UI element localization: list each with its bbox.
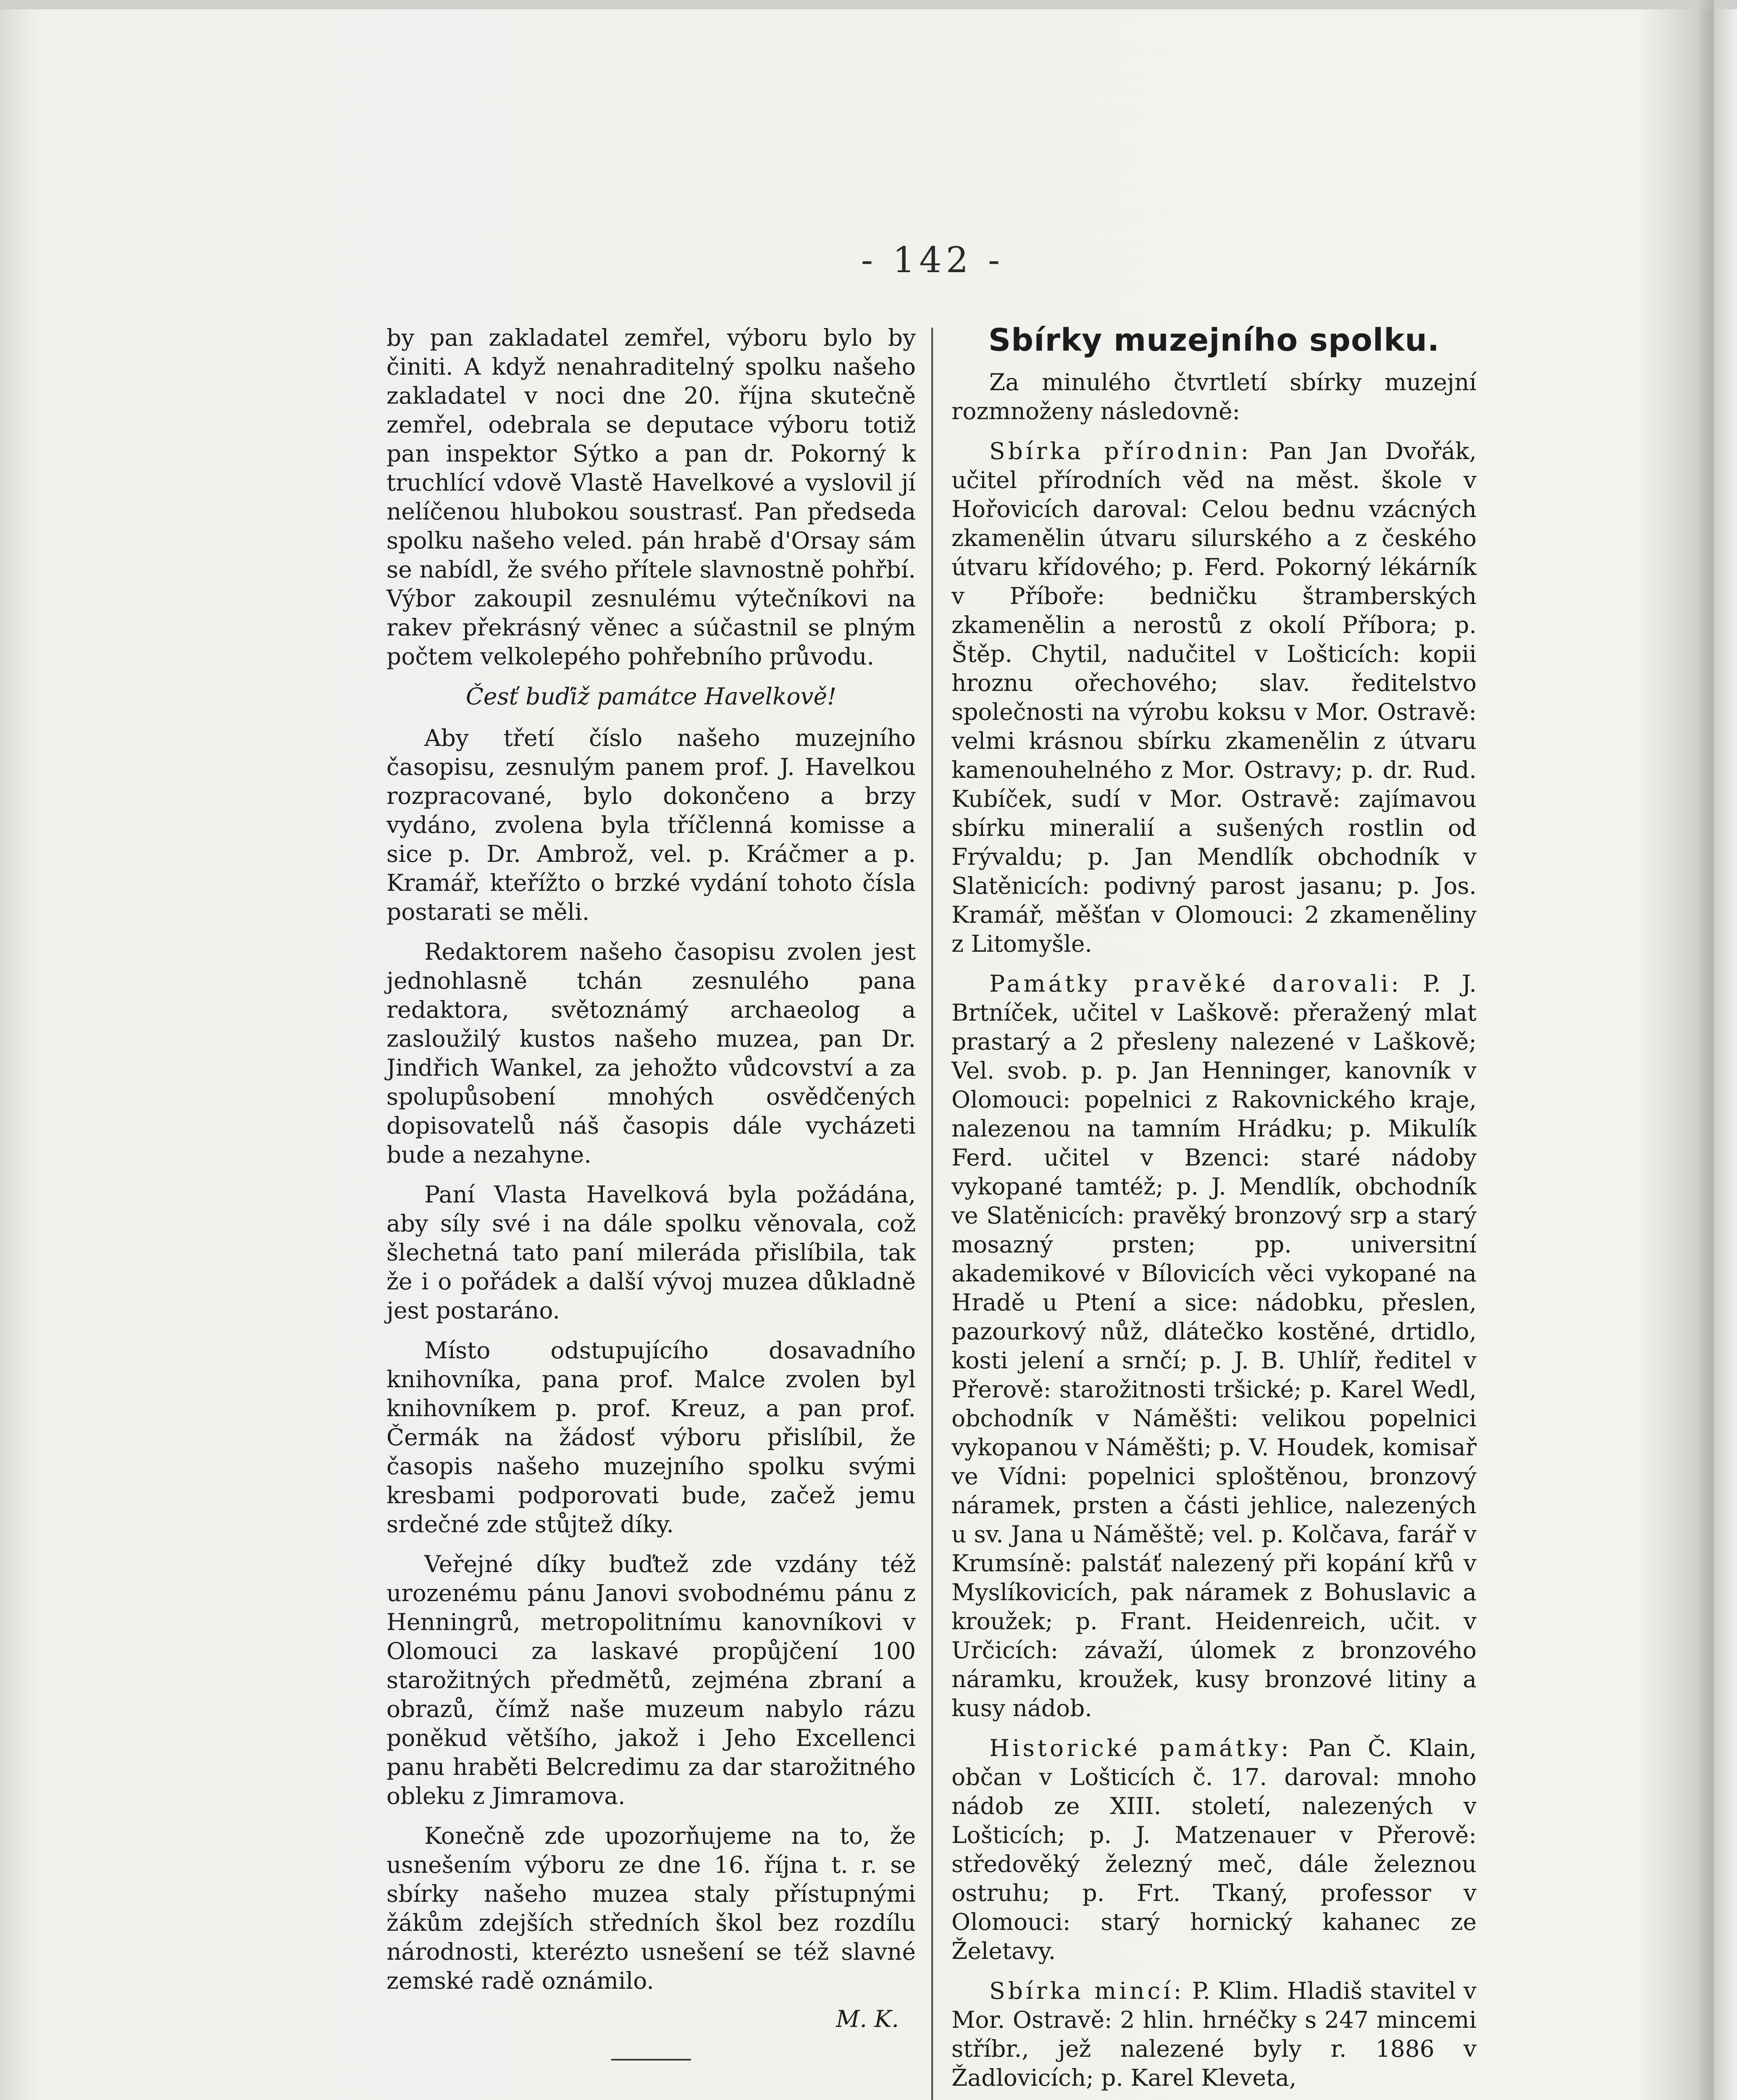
column-divider	[931, 328, 933, 2100]
memorial-line: Česť buďiž památce Havelkově!	[465, 683, 837, 710]
entry-heading: Historické památky:	[989, 1735, 1292, 1761]
right-column	[951, 319, 1477, 2100]
collection-entry	[951, 1977, 1477, 2092]
entry-heading: Památky pravěké darovali:	[989, 970, 1402, 997]
page-number: - 142 -	[861, 239, 1004, 281]
paragraph: Aby třetí číslo našeho muzejního časopisu, zesnulým panem prof. J. Havelkou rozpracované, bylo dokončeno a brzy vydáno, zvolena byla tříčlenná komisse a sice p. Dr. Ambrož, vel. p. Kráčmer a p. Kramář, kteřížto o brzké vydání tohoto čísla postarati se měli.	[386, 724, 916, 925]
collection-entry	[951, 1734, 1477, 1966]
left-column	[386, 323, 916, 2061]
entry-text: P. Klim. Hladiš stavitel v Mor. Ostravě: 2 hlin. hrnéčky s 247 mincemi stříbr., jež nalezené byly r. 1886 v Žadlovicích; p. Karel Kleveta,	[951, 1977, 1477, 2091]
entry-heading: Sbírka mincí:	[989, 1977, 1185, 2004]
entry-heading: Sbírka přírodnin:	[989, 438, 1252, 465]
paragraph: Místo odstupujícího dosavadního knihovníka, pana prof. Malce zvolen byl knihovníkem p. prof. Kreuz, a pan prof. Čermák na žádosť výboru přislíbil, že časopis našeho muzejního spolku svými kresbami podporovati bude, začež jemu srdečné zde stůjtež díky.	[386, 1337, 916, 1538]
paragraph: by pan zakladatel zemřel, výboru bylo by činiti. A když nenahraditelný spolku našeho zakladatel v noci dne 20. října skutečně zemřel, odebrala se deputace výboru totiž pan inspektor Sýtko a pan dr. Pokorný k truchlící vdově Vlastě Havelkové a vyslovil jí nelíčenou hlubokou soustrasť. Pan předseda spolku našeho veled. pán hrabě d'Orsay sám se nabídl, že svého přítele slavnostně pohřbí. Výbor zakoupil zesnulému výtečníkovi na rakev překrásný věnec a súčastnil se plným počtem velkolepého pohřebního průvodu.	[386, 324, 916, 670]
end-rule	[611, 2059, 691, 2061]
entry-text: Pan Jan Dvořák, učitel přírodních věd na měst. škole v Hořovicích daroval: Celou bednu vzácných zkamenělin útvaru silurského a z českého útvaru křídového; p. Ferd. Pokorný lékárník v Příboře: bedničku štramberských zkamenělin a nerostů z okolí Příbora; p. Štěp. Chytil, nadučitel v Lošticích: kopii hroznu ořechového; slav. ředitelstvo společnosti na výrobu koksu v Mor. Ostravě: velmi krásnou sbírku zkamenělin z útvaru kamenouhelného z Mor. Ostravy; p. dr. Rud. Kubíček, sudí v Mor. Ostravě: zajímavou sbírku mineralií a sušených rostlin od Frývaldu; p. Jan Mendlík obchodník v Slatěnicích: podivný parost jasanu; p. Jos. Kramář, měšťan v Olomouci: 2 zkameněliny z Litomyšle.	[951, 438, 1477, 957]
page-gutter-shadow	[1697, 0, 1714, 2100]
collection-entry	[951, 969, 1477, 1723]
entry-text: P. J. Brtníček, učitel v Laškově: přeražený mlat prastarý a 2 přesleny nalezené v Laškově; Vel. svob. p. p. Jan Henninger, kanovník v Olomouci: popelnici z Rakovnického kraje, nalezenou na tamním Hrádku; p. Mikulík Ferd. učitel v Bzenci: staré nádoby vykopané tamtéž; p. J. Mendlík, obchodník ve Slatěnicích: pravěký bronzový srp a starý mosazný prsten; pp. universitní akademikové v Bílovicích věci vykopané na Hradě u Ptení a sice: nádobku, přeslen, pazourkový nůž, dlátečko kostěné, drtidlo, kosti jelení a srnčí; p. J. B. Uhlíř, ředitel v Přerově: starožitnosti tršické; p. Karel Wedl, obchodník v Náměšti: velikou popelnici vykopanou v Náměšti; p. V. Houdek, komisař ve Vídni: popelnici sploštěnou, bronzový náramek, prsten a části jehlice, nalezených u sv. Jana u Náměště; vel. p. Kolčava, farář v Krumsíně: palstáť nalezený při kopání křů v Myslíkovicích, pak náramek z Bohuslavic a kroužek; p. Frant. Heidenreich, učit. v Určicích: závaží, úlomek z bronzového náramku, kroužek, kusy bronzové litiny a kusy nádob.	[951, 970, 1477, 1722]
entry-text: Pan Č. Klain, občan v Lošticích č. 17. daroval: mnoho nádob ze XIII. století, nalezených v Lošticích; p. J. Matzenauer v Přerově: středověký železný meč, dále železnou ostruhu; p. Frt. Tkaný, professor v Olomouci: starý hornický kahanec ze Želetavy.	[951, 1735, 1477, 1964]
paragraph: Redaktorem našeho časopisu zvolen jest jednohlasně tchán zesnulého pana redaktora, světoznámý archaeolog a zasloužilý kustos našeho muzea, pan Dr. Jindřich Wankel, za jehožto vůdcovství a za spolupůsobení mnohých osvědčených dopisovatelů náš časopis dále vycházeti bude a nezahyne.	[386, 938, 916, 1168]
section-title: Sbírky muzejního spolku.	[988, 322, 1440, 358]
collection-entry	[951, 437, 1477, 958]
signature: M. K.	[836, 2006, 899, 2032]
intro-paragraph: Za minulého čtvrtletí sbírky muzejní rozmnoženy následovně:	[951, 369, 1477, 425]
paragraph: Veřejné díky buďtež zde vzdány též urozenému pánu Janovi svobodnému pánu z Henningrů, metropolitnímu kanovníkovi v Olomouci za laskavé propůjčení 100 starožitných předmětů, zejména zbraní a obrazů, čímž naše muzeum nabylo rázu poněkud většího, jakož i Jeho Excellenci panu hraběti Belcredimu za dar starožitného obleku z Jimramova.	[386, 1551, 916, 1809]
scan-edge	[0, 0, 1737, 9]
paragraph: Paní Vlasta Havelková byla požádána, aby síly své i na dále spolku věnovala, což šlechetná tato paní mileráda přislíbila, tak že i o pořádek a další vývoj muzea důkladně jest postaráno.	[386, 1181, 916, 1324]
paragraph: Konečně zde upozorňujeme na to, že usnešením výboru ze dne 16. října t. r. se sbírky našeho muzea staly přístupnými žákům zdejších středních škol bez rozdílu národnosti, kterézto usnešení se též slavné zemské radě oznámilo.	[386, 1822, 916, 1994]
